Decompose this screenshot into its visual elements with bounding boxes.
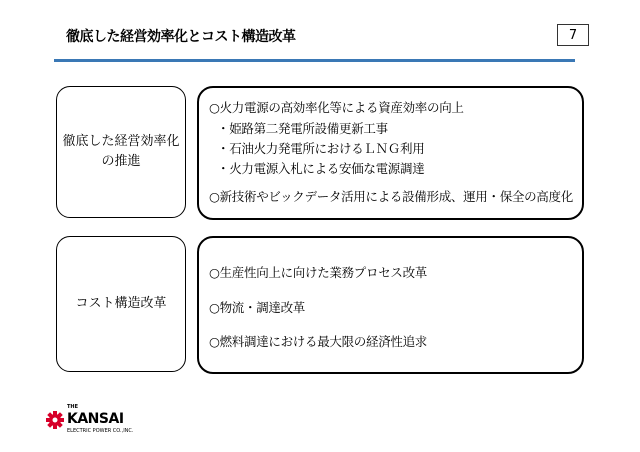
section-content-cost	[197, 236, 584, 374]
list-item: ○物流・調達改革	[209, 300, 306, 315]
section-label-cost	[56, 236, 186, 372]
page-title: 徹底した経営効率化とコスト構造改革	[66, 29, 296, 45]
logo-the: THE	[67, 404, 79, 410]
page-number: 7	[557, 24, 589, 46]
logo-name: KANSAI	[67, 411, 124, 427]
label-line: の推進	[101, 154, 141, 169]
title-underline	[54, 59, 575, 62]
kansai-logo	[46, 404, 134, 435]
label-line: 徹底した経営効率化	[62, 134, 180, 149]
list-item: ○新技術やビックデータ活用による設備形成、運用・保全の高度化	[209, 189, 573, 204]
section-content-efficiency	[197, 86, 584, 220]
list-item: ○火力電源の高効率化等による資産効率の向上	[209, 100, 464, 115]
gear-icon	[46, 411, 64, 429]
list-item: ・火力電源入札による安価な電源調達	[217, 161, 425, 176]
logo-sub: ELECTRIC POWER CO.,INC.	[67, 428, 134, 434]
list-item: ・石油火力発電所におけるＬＮＧ利用	[217, 141, 425, 156]
list-item: ○生産性向上に向けた業務プロセス改革	[209, 265, 428, 280]
label-line: コスト構造改革	[75, 296, 167, 311]
list-item: ○燃料調達における最大限の経済性追求	[209, 334, 428, 349]
list-item: ・姫路第二発電所設備更新工事	[217, 121, 388, 136]
section-label-efficiency	[56, 86, 186, 218]
